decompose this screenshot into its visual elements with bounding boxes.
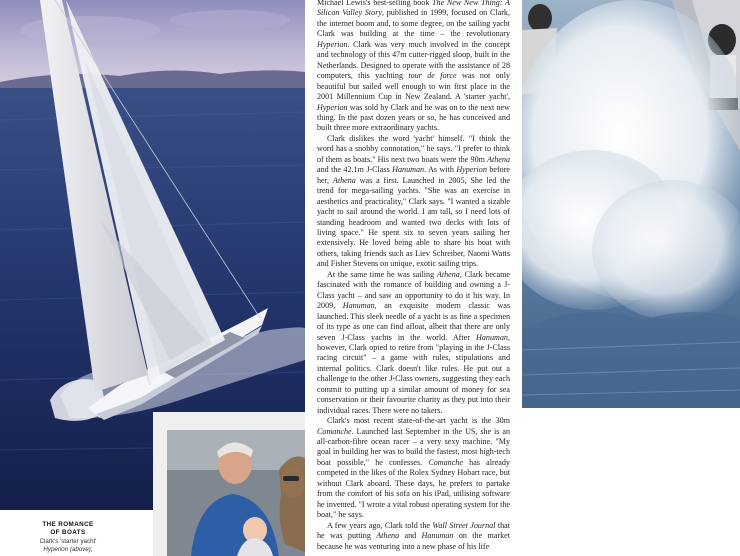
text-run: was sold by Clark and he was on to the next new thing. In the past dozen years or so, he has conceived and built three more extraordinary yachts. bbox=[317, 102, 510, 133]
text-run: and the 42.1m J-Class bbox=[317, 165, 393, 175]
caption-body bbox=[12, 538, 124, 554]
text-run: . Launched last September in the US, she is an all-carbon-fibre ocean racer – a very sexy machine. "My goal in building her was to build the fastest, most high-tech boat possible," he confesses. bbox=[317, 426, 510, 467]
yacht-name: Hyperion bbox=[317, 39, 348, 49]
text-run: on the market because he was venturing into a new phase of his life bbox=[317, 531, 510, 551]
text-run: . Clark was very much involved in the concept and technology of this 47m cutter-rigged sloop, built in the Netherlands. Designed to operate with the assistance of 28 computers, this yachting bbox=[317, 39, 510, 81]
text-run: has already competed in the likes of the Rolex Sydney Hobart race, but without Clark aboard. These days, he prefers to partake from the comfort of his sofa on his iPad, utilising software he invented. "I wrote a vital robust operating system for the boat," he says. bbox=[317, 457, 510, 520]
text-run: that he was putting bbox=[317, 520, 510, 541]
text-run: before her, bbox=[317, 165, 510, 185]
racing-yacht-spray-photo bbox=[522, 0, 740, 408]
text-run: Clark's most recent state-of-the-art yacht is the 30m bbox=[327, 416, 510, 426]
article-paragraph bbox=[317, 416, 510, 521]
article-paragraph bbox=[317, 0, 510, 134]
newspaper-name: Wall Street Journal bbox=[432, 520, 496, 530]
yacht-name: Athena bbox=[332, 175, 356, 185]
text-run: , published in 1999, focused on Clark, the internet boom and, to some degree, on the sailing yacht Clark was building at the time – the revolutionary bbox=[317, 8, 510, 39]
yacht-name: Hanuman bbox=[476, 332, 508, 342]
yacht-name: Hanuman bbox=[342, 301, 375, 311]
yacht-name: Hanuman bbox=[392, 165, 425, 175]
text-run: was a first. Launched in 2005, She led the trend for mega-sailing yachts. "She was an exercise in aesthetics and practicality," Clark says. "I wanted a sizable yacht to sail around the world. I am tall, so I need lots of standing headroom and wanted two decks with lots of living space." He spent six to seven years sailing her extensively. He loved being able to share his boat with others, taking friends such as Liev Schreiber, Naomi Watts and Fisher Stevens on unique, exotic sailing trips. bbox=[317, 175, 510, 269]
article-paragraph bbox=[317, 521, 510, 552]
yacht-name: Comanche bbox=[428, 457, 463, 467]
text-run: and bbox=[399, 531, 422, 541]
yacht-name: Athena bbox=[436, 269, 460, 279]
text-run: . As with bbox=[424, 165, 457, 175]
article-paragraph bbox=[317, 134, 510, 270]
article-paragraph bbox=[317, 270, 510, 416]
yacht-name: Hyperion bbox=[317, 102, 348, 112]
family-photo bbox=[153, 412, 305, 556]
yacht-name: Comanche bbox=[317, 426, 352, 436]
caption-body-line2: Hyperion (above); bbox=[43, 546, 93, 553]
text-run: A few years ago, Clark told the bbox=[327, 520, 433, 530]
caption-title-line2: OF BOATS bbox=[50, 529, 86, 536]
text-run: At the same time he was sailing bbox=[327, 269, 437, 279]
text-run: Michael Lewis's best-selling book bbox=[317, 0, 433, 7]
caption-title-line1: THE ROMANCE bbox=[42, 521, 94, 528]
book-title: The New New Thing: A Silicon Valley Story bbox=[317, 0, 510, 18]
yacht-name: Athena bbox=[487, 154, 510, 164]
text-run: was not only beautiful but sailed well enough to win first place in the 2001 Millennium Cup in New Zealand. A 'starter yacht', bbox=[317, 71, 510, 102]
caption-body-line1: Clark's 'starter yacht' bbox=[39, 538, 97, 545]
text-run: , an exquisite modern classic was launched. This sleek needle of a yacht is as fine a specimen of its type as one can find afloat, albeit that there are only seven J-Class yachts in the world. After bbox=[317, 301, 510, 342]
yacht-name: Hanuman bbox=[421, 531, 454, 541]
yacht-name: Hyperion bbox=[456, 165, 487, 175]
text-run: , however, Clark opted to retire from "playing in the J-Class racing circuit" – a game with rules, stipulations and internal politics. Clark doesn't like rules. He put out a challenge to the other J-Class owners, suggesting they each commit to putting up a similar amount of money for sea conservation or their favourite charity as they put into their individual races. There were no takers. bbox=[317, 332, 510, 415]
article-body bbox=[317, 0, 510, 556]
yacht-name: Athena bbox=[376, 531, 400, 541]
italic-phrase: tour de force bbox=[408, 71, 457, 81]
text-run: , Clark became fascinated with the romance of building and owning a J-Class yacht – and saw an opportunity to do it his way. In 2009, bbox=[317, 269, 510, 311]
caption-title bbox=[12, 521, 124, 537]
text-run: Clark dislikes the word 'yacht' himself. "I think the word has a snobby connotation," he says. "I prefer to think of them as boats." His next two boats were the 90m bbox=[317, 133, 510, 164]
